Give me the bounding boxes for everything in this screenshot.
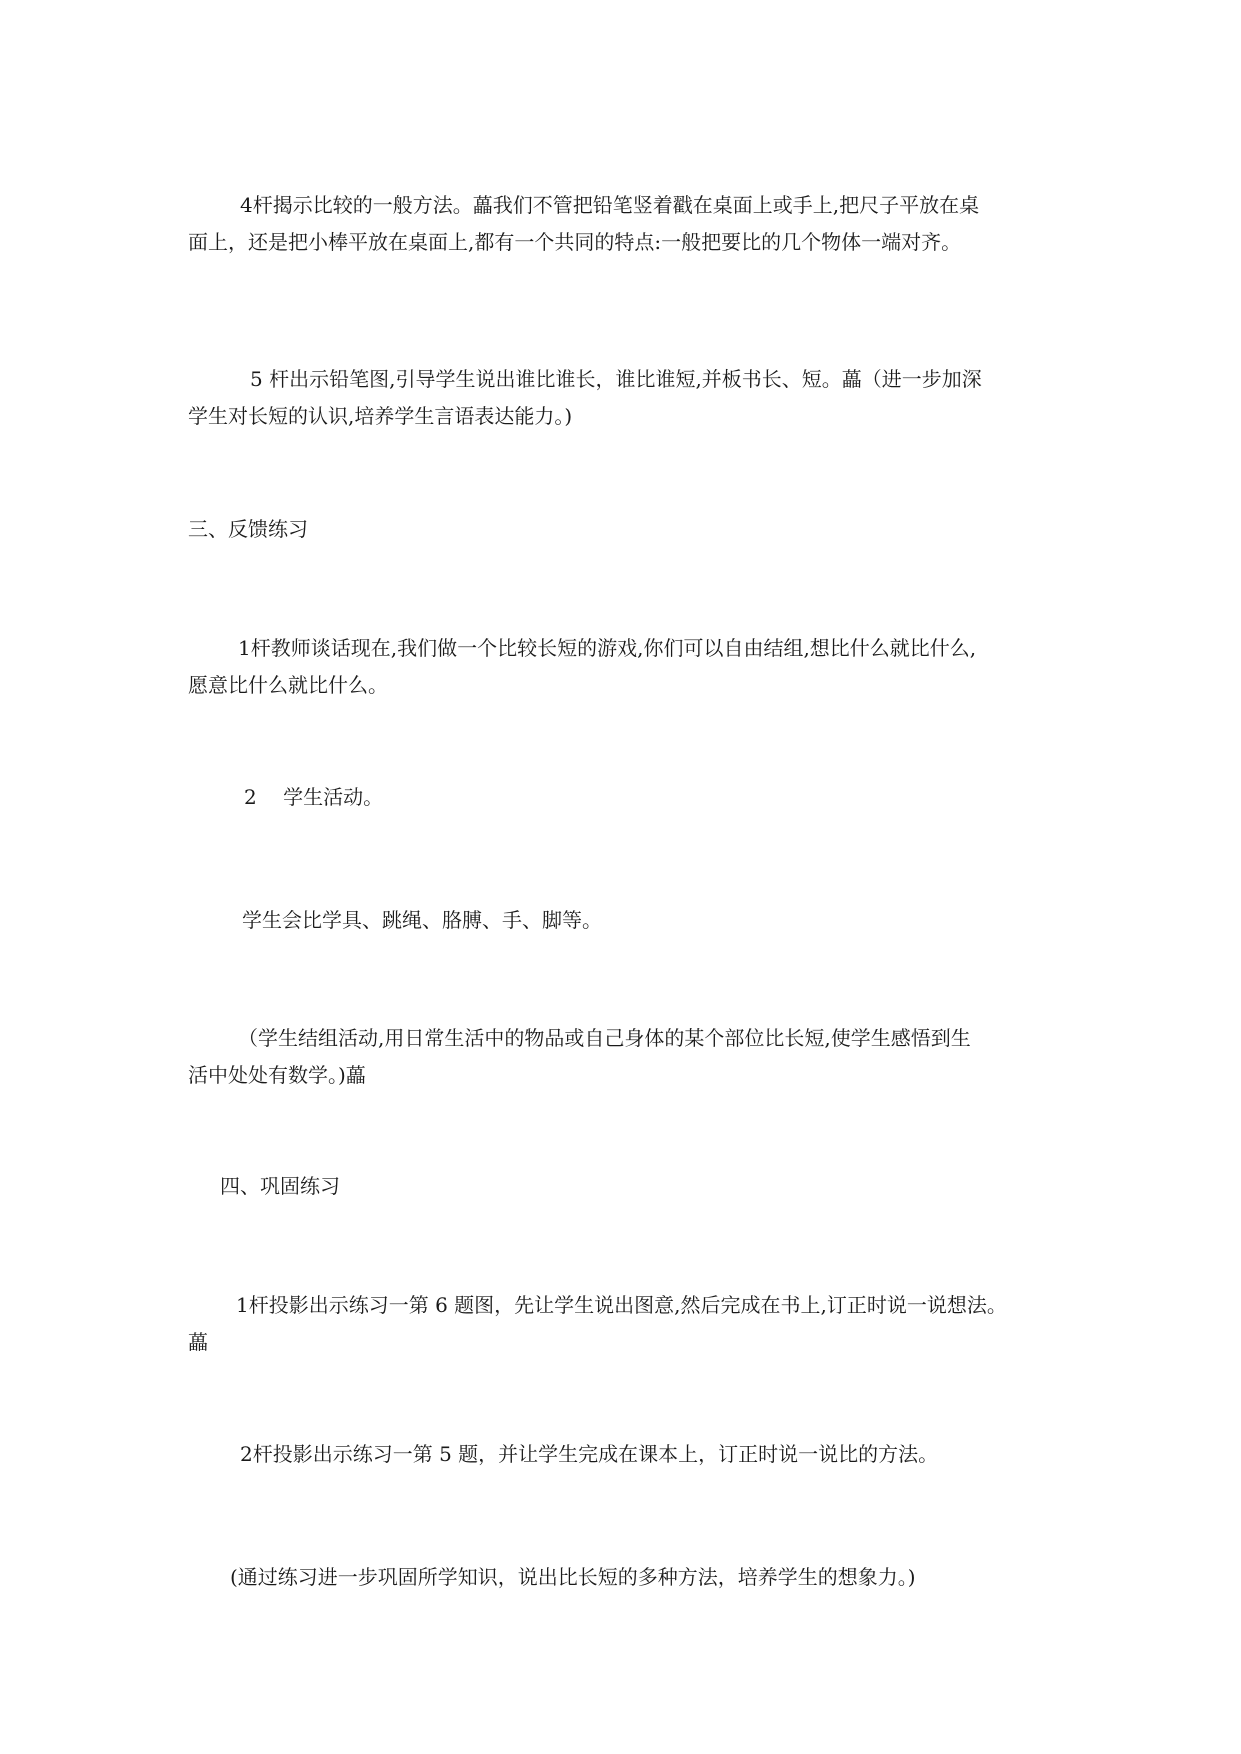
paragraph-feedback-note <box>188 1020 1058 1094</box>
text-line: 5 杆出示铅笔图,引导学生说出谁比谁长，谁比谁短,并板书长、短。藟（进一步加深 <box>250 367 982 391</box>
paragraph-step-4 <box>188 187 1058 261</box>
text-line: 三、反馈练习 <box>188 517 308 541</box>
text-line: 4杆揭示比较的一般方法。藟我们不管把铅笔竖着戳在桌面上或手上,把尺子平放在桌 <box>240 193 980 217</box>
paragraph-consolidate-note <box>188 1559 1058 1596</box>
text-line: 1杆教师谈话现在,我们做一个比较长短的游戏,你们可以自由结组,想比什么就比什么, <box>238 636 977 660</box>
paragraph-feedback-1 <box>188 630 1058 704</box>
paragraph-step-5 <box>188 361 1058 435</box>
text-line: （学生结组活动,用日常生活中的物品或自己身体的某个部位比长短,使学生感悟到生 <box>238 1026 971 1050</box>
section-heading-feedback <box>188 511 1058 548</box>
text-line: 活中处处有数学。)藟 <box>188 1063 366 1087</box>
paragraph-consolidate-1 <box>188 1287 1058 1361</box>
text-line: 学生对长短的认识,培养学生言语表达能力。) <box>188 404 573 428</box>
paragraph-feedback-examples <box>188 902 1058 939</box>
text-line: (通过练习进一步巩固所学知识，说出比长短的多种方法，培养学生的想象力。) <box>230 1565 916 1589</box>
text-line: 2杆投影出示练习一第 5 题，并让学生完成在课本上，订正时说一说比的方法。 <box>240 1442 939 1466</box>
text-line: 面上，还是把小棒平放在桌面上,都有一个共同的特点:一般把要比的几个物体一端对齐。 <box>188 230 962 254</box>
text-line: 愿意比什么就比什么。 <box>188 673 388 697</box>
paragraph-consolidate-2 <box>188 1436 1058 1473</box>
text-line: 学生会比学具、跳绳、胳膊、手、脚等。 <box>242 908 602 932</box>
text-line: 1杆投影出示练习一第 6 题图，先让学生说出图意,然后完成在书上,订正时说一说想法。 <box>236 1293 1007 1317</box>
text-line: 2 学生活动。 <box>244 785 384 809</box>
section-heading-consolidate <box>188 1168 1058 1205</box>
text-line: 四、巩固练习 <box>220 1174 340 1198</box>
paragraph-feedback-2 <box>188 779 1058 816</box>
text-line: 藟 <box>188 1330 208 1354</box>
